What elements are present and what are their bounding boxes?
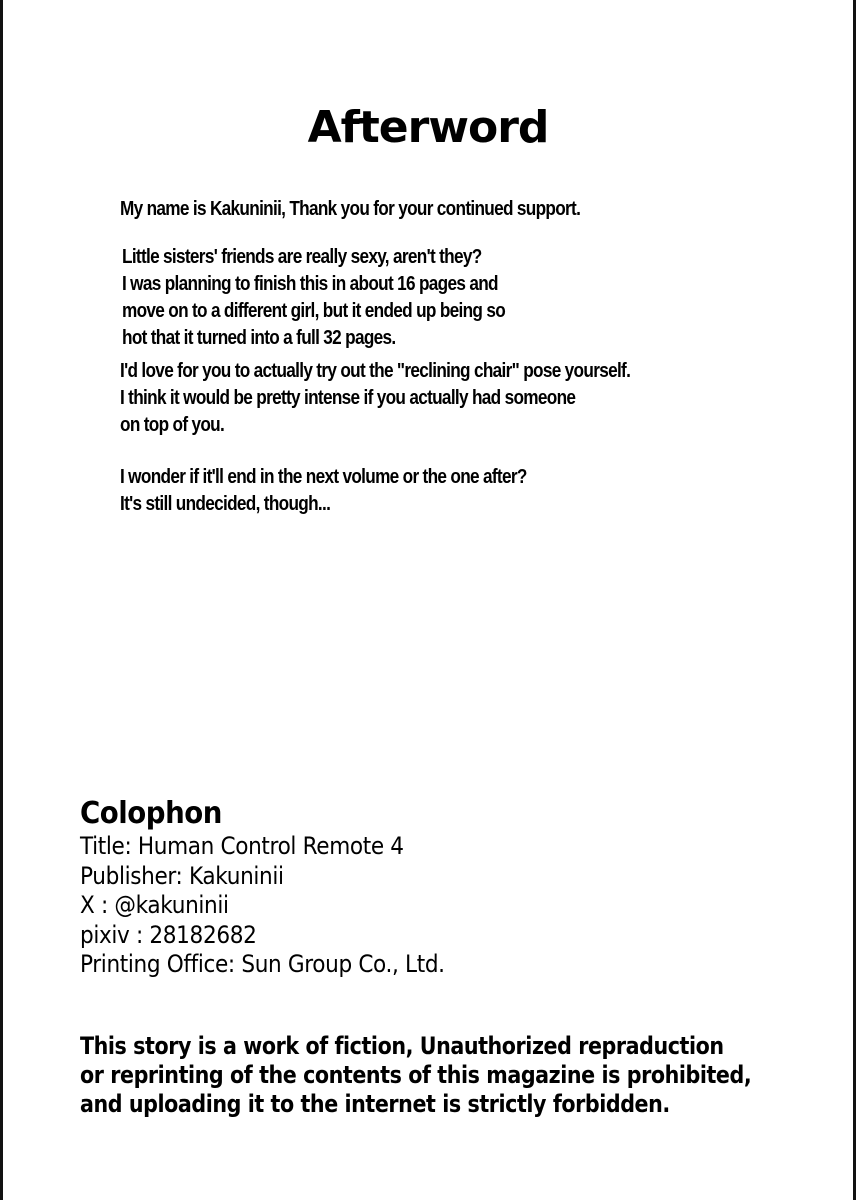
copyright-notice: This story is a work of fiction, Unauthorized repraduction or reprinting of the contents of this magazine is prohibited, and uploading it to the internet is strictly forbidden. [80, 1032, 752, 1118]
colophon-list [80, 832, 445, 980]
colophon-heading: Colophon [80, 796, 222, 831]
afterword-paragraph-pose: I'd love for you to actually try out the "reclining chair" pose yourself. I think it would be pretty intense if you actually had someone on top of you. [120, 360, 631, 436]
page-border-left [0, 0, 3, 1200]
colophon-publisher-line: Publisher: Kakuninii [80, 861, 284, 890]
colophon-title-line: Title: Human Control Remote 4 [80, 832, 404, 860]
colophon-printing-office-line: Printing Office: Sun Group Co., Ltd. [80, 950, 445, 978]
afterword-paragraph-greeting: My name is Kakuninii, Thank you for your continued support. [120, 198, 581, 220]
afterword-paragraph-next-volume: I wonder if it'll end in the next volume or the one after? It's still undecided, though... [120, 466, 527, 515]
colophon-x-handle-line: X : @kakuninii [80, 891, 229, 919]
afterword-paragraph-pages: Little sisters' friends are really sexy, aren't they? I was planning to finish this in about 16 pages and move on to a different girl, but it ended up being so hot that it turned into a full 32 pages. [122, 246, 506, 349]
afterword-title: Afterword [307, 102, 549, 153]
colophon-pixiv-line: pixiv : 28182682 [80, 920, 257, 949]
